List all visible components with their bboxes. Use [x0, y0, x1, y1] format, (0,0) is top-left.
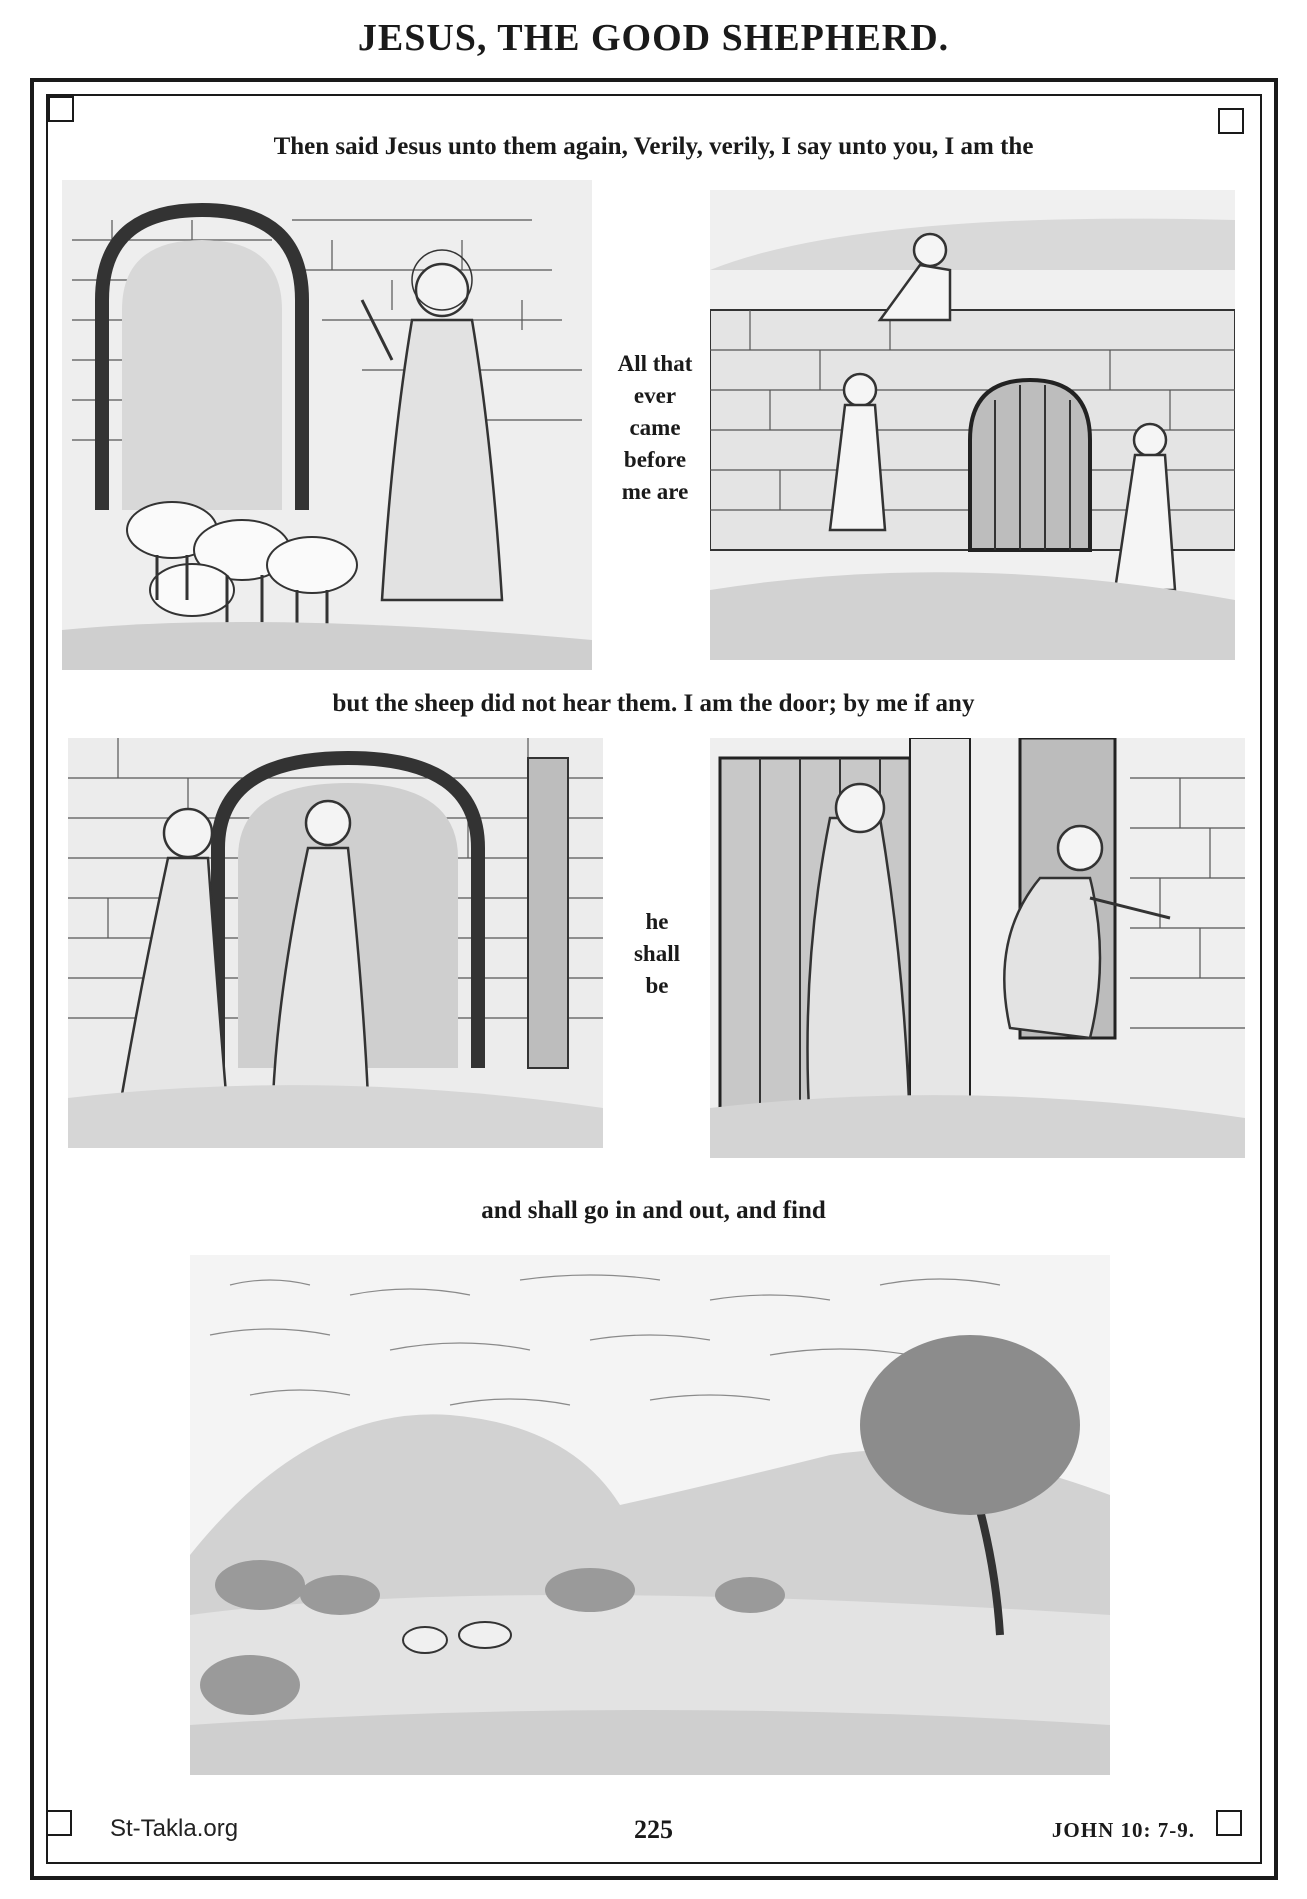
illustration-man-running-through-door	[710, 738, 1245, 1158]
caption-line-3: and shall go in and out, and find	[481, 1197, 826, 1224]
caption-line-1: Then said Jesus unto them again, Verily, verily, I say unto you, I am the	[273, 133, 1034, 160]
side-text-top	[600, 348, 710, 508]
watermark-text: St-Takla.org	[110, 1815, 239, 1842]
scripture-reference: JOHN 10: 7-9.	[1051, 1818, 1195, 1842]
corner-ornament-top-right	[1218, 108, 1244, 134]
illustration-figures-at-doorway	[68, 738, 603, 1148]
side-text-line: ever	[633, 383, 677, 408]
page-title: JESUS, THE GOOD SHEPHERD.	[357, 17, 950, 59]
side-text-line: All that	[617, 351, 693, 376]
caption-line-2: but the sheep did not hear them. I am the door; by me if any	[332, 690, 975, 717]
corner-ornament-top-left	[48, 96, 74, 122]
side-text-line: he	[645, 909, 669, 934]
page-number: 225	[634, 1815, 673, 1844]
illustration-pasture-landscape	[190, 1255, 1110, 1775]
side-text-line: before	[623, 447, 687, 472]
side-text-middle	[612, 906, 702, 1002]
side-text-line: me are	[621, 479, 689, 504]
side-text-line: be	[645, 973, 669, 998]
side-text-line: shall	[633, 941, 681, 966]
illustration-sheep-at-door	[62, 180, 592, 670]
illustration-thieves-climbing-wall	[710, 190, 1235, 660]
side-text-line: came	[629, 415, 681, 440]
